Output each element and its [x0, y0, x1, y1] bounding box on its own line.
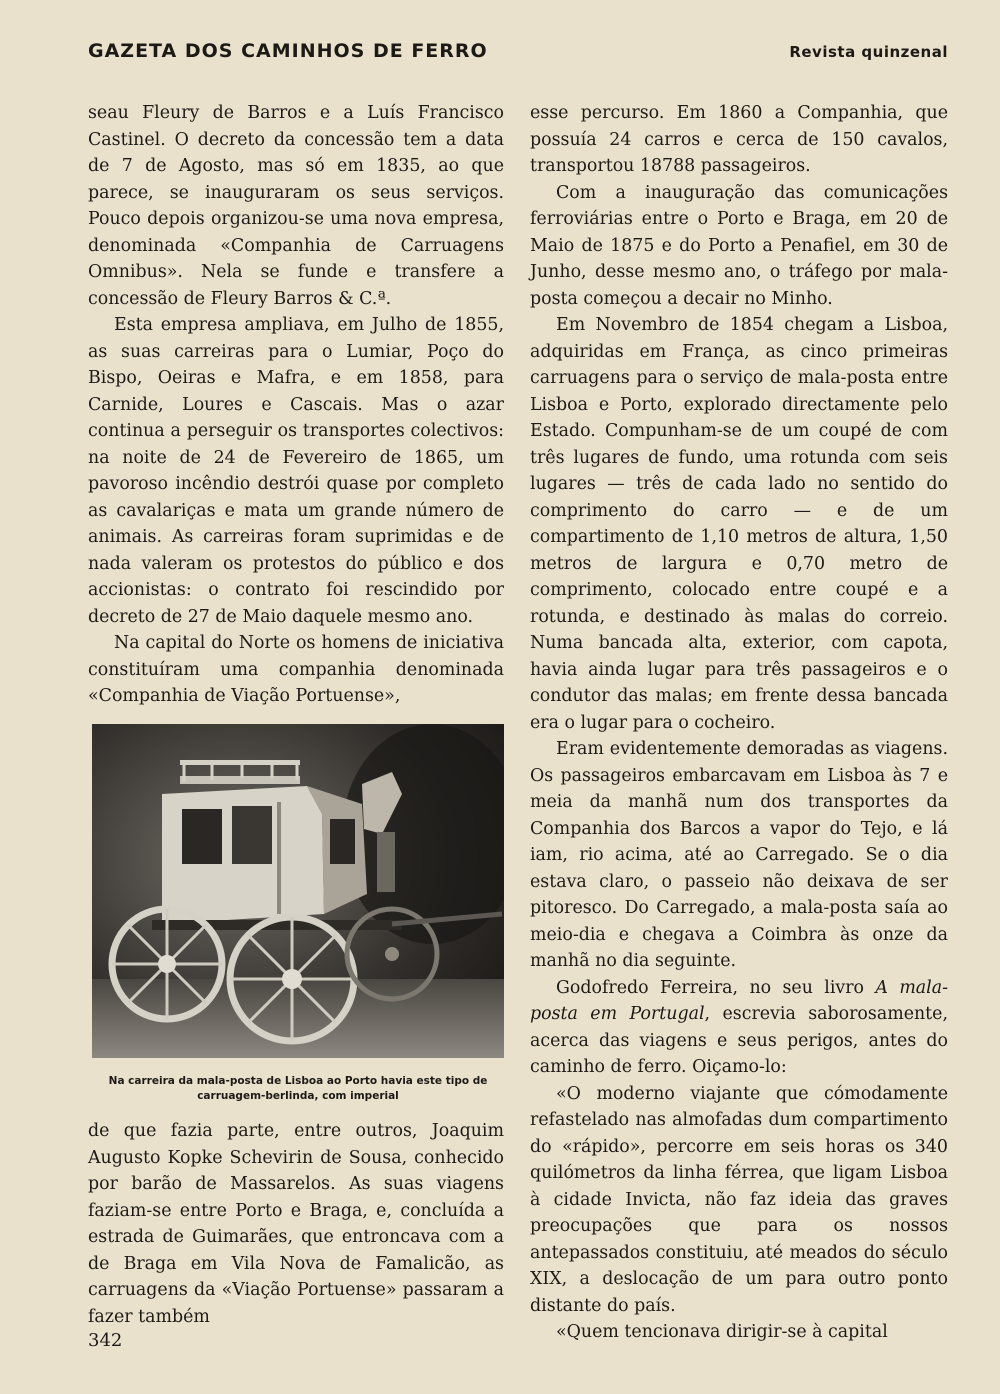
paragraph: Com a inauguração das comunicações ferroviárias entre o Porto e Braga, em 20 de Maio de 1875 e do Porto a Penafiel, em 30 de Junho, desse mesmo ano, o tráfego por mala-posta começou a decair no Minho. — [530, 182, 948, 309]
paragraph: esse percurso. Em 1860 a Companhia, que possuía 24 carros e cerca de 150 cavalos, transportou 18788 passageiros. — [530, 103, 948, 176]
journal-subtitle: Revista quinzenal — [789, 43, 948, 61]
paragraph: «Quem tencionava dirigir-se à capital — [556, 1322, 888, 1342]
left-column — [88, 100, 504, 1330]
paragraph: Em Novembro de 1854 chegam a Lisboa, adquiridas em França, as cinco primeiras carruagens para o serviço de mala-posta entre Lisboa e Porto, explorado directamente pelo Estado. Compunham-se de um coupé de com três lugares de fundo, uma rotunda com seis lugares — três de cada lado no sentido do comprimento do carro — e de um compartimento de 1,10 metros de altura, 1,50 metros de largura e 0,70 metro de comprimento, colocado entre coupé e a rotunda, e destinado às malas do correio. Numa bancada alta, exterior, com capota, havia ainda lugar para três passageiros e o condutor das malas; em frente dessa bancada era o lugar para o cocheiro. — [530, 315, 948, 733]
figure — [92, 724, 504, 1105]
paragraph: seau Fleury de Barros e a Luís Francisco Castinel. O decreto da concessão tem a data de 7 de Agosto, mas só em 1835, ao que parece, se inauguraram os seus serviços. Pouco depois organizou-se uma nova empresa, denominada «Companhia de Carruagens Omnibus». Nela se funde e transfere a concessão de Fleury Barros & C.ª. — [88, 103, 504, 309]
caption-line: carruagem-berlinda, com imperial — [197, 1090, 399, 1102]
paragraph: de que fazia parte, entre outros, Joaquim Augusto Kopke Schevirin de Sousa, conhecido por barão de Massarelos. As suas viagens faziam-se entre Porto e Braga, e, concluída a estrada de Guimarães, que entroncava com a de Braga em Vila Nova de Famalicão, as carruagens da «Viação Portuense» passaram a fazer também — [88, 1121, 504, 1327]
stagecoach-photo — [92, 724, 504, 1058]
figure-caption — [92, 1074, 504, 1104]
paragraph: Na capital do Norte os homens de iniciativa constituíram uma companhia denominada «Companhia de Viação Portuense», — [88, 633, 504, 706]
paragraph: «O moderno viajante que cómodamente refastelado nas almofadas dum compartimento do «rápido», percorre em seis horas os 340 quilómetros da linha férrea, que ligam Lisboa à cidade Invicta, não faz ideia das graves preocupações que para os nossos antepassados constituiu, até meados do século XIX, a deslocação de um para outro ponto distante do país. — [530, 1083, 948, 1316]
book-title: A mala-posta em Portugal — [530, 977, 948, 1024]
caption-line: Na carreira da mala-posta de Lisboa ao Porto havia este tipo de — [108, 1075, 488, 1087]
paragraph — [530, 975, 948, 1081]
text-run: , escrevia saborosamente, acerca das viagens e seus perigos, antes do caminho de ferro. Oiçamo-lo: — [530, 1004, 948, 1077]
page-number: 342 — [88, 1330, 123, 1351]
right-column — [530, 100, 948, 1346]
text-run: Godofredo Ferreira, no seu livro — [556, 977, 876, 998]
journal-title: GAZETA DOS CAMINHOS DE FERRO — [88, 40, 488, 62]
paragraph: Esta empresa ampliava, em Julho de 1855, as suas carreiras para o Lumiar, Poço do Bispo, Oeiras e Mafra, e em 1858, para Carnide, Loures e Cascais. Mas o azar continua a perseguir os transportes colectivos: na noite de 24 de Fevereiro de 1865, um pavoroso incêndio destrói quase por completo as cavalariças e mata um grande número de animais. As carreiras foram suprimidas e de nada valeram os protestos do público e dos accionistas: o contrato foi rescindido por decreto de 27 de Maio daquele mesmo ano. — [88, 315, 504, 627]
paragraph: Eram evidentemente demoradas as viagens. Os passageiros embarcavam em Lisboa às 7 e meia da manhã num dos transportes da Companhia dos Barcos a vapor do Tejo, e lá iam, rio acima, até ao Carregado. Se o dia estava claro, o passeio não deixava de ser pitoresco. Do Carregado, a mala-posta saía ao meio-dia e chegava a Coimbra às onze da manhã no dia seguinte. — [530, 739, 948, 971]
running-header — [88, 40, 948, 74]
